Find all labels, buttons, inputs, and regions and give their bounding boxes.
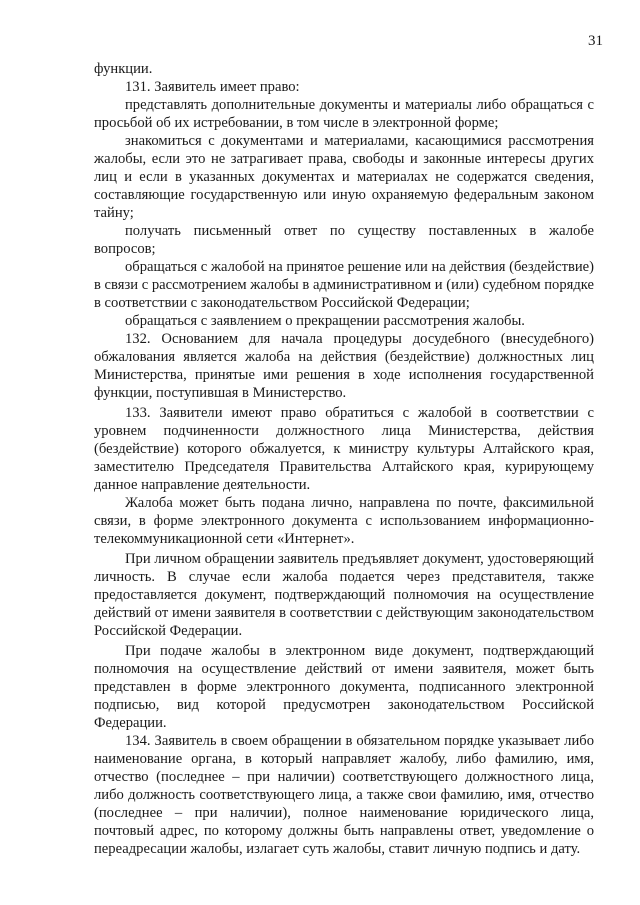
- paragraph: 131. Заявитель имеет право:: [125, 79, 300, 95]
- paragraph: 134. Заявитель в своем обращении в обязательном порядке указывает либо наименование органа, в который направляет жалобу, либо фамилию, имя, отчество (последнее – при наличии) соответствующего должностного лица, либо должность соответствующего лица, а также свои фамилию, имя, отчество (последнее – при наличии), полное наименование юридического лица, почтовый адрес, по которому должны быть направлены ответ, уведомление о переадресации жалобы, излагает суть жалобы, ставит личную подпись и дату.: [94, 733, 594, 857]
- paragraph: обращаться с заявлением о прекращении рассмотрения жалобы.: [125, 313, 525, 329]
- paragraph: 132. Основанием для начала процедуры досудебного (внесудебного) обжалования является жалоба на действия (бездействие) должностных лиц Министерства, принятые ими решения в ходе исполнения государственной функции, поступившая в Министерство.: [94, 331, 594, 401]
- paragraph: представлять дополнительные документы и материалы либо обращаться с просьбой об их истребовании, в том числе в электронной форме;: [94, 97, 594, 131]
- document-body: [94, 60, 594, 858]
- page-number: 31: [588, 33, 603, 49]
- paragraph: функции.: [94, 61, 153, 77]
- paragraph: 133. Заявители имеют право обратиться с жалобой в соответствии с уровнем подчиненности должностного лица Министерства, действия (бездействие) которого обжалуется, к министру культуры Алтайского края, заместителю Председателя Правительства Алтайского края, курирующему данное направление деятельности.: [94, 405, 594, 493]
- paragraph: обращаться с жалобой на принятое решение или на действия (бездействие) в связи с рассмотрением жалобы в административном и (или) судебном порядке в соответствии с законодательством Российской Федерации;: [94, 259, 594, 311]
- paragraph: При подаче жалобы в электронном виде документ, подтверждающий полномочия на осуществление действий от имени заявителя, может быть представлен в форме электронного документа, подписанного электронной подписью, вид которой предусмотрен законодательством Российской Федерации.: [94, 643, 594, 731]
- paragraph: знакомиться с документами и материалами, касающимися рассмотрения жалобы, если это не затрагивает права, свободы и законные интересы других лиц и если в указанных документах и материалах не содержатся сведения, составляющие государственную или иную охраняемую федеральным законом тайну;: [94, 133, 594, 221]
- paragraph: При личном обращении заявитель предъявляет документ, удостоверяющий личность. В случае если жалоба подается через представителя, также предоставляется документ, подтверждающий полномочия на осуществление действий от имени заявителя в соответствии с действующим законодательством Российской Федерации.: [94, 551, 594, 639]
- paragraph: Жалоба может быть подана лично, направлена по почте, факсимильной связи, в форме электронного документа с использованием информационно-телекоммуникационной сети «Интернет».: [94, 495, 594, 547]
- paragraph: получать письменный ответ по существу поставленных в жалобе вопросов;: [94, 223, 594, 257]
